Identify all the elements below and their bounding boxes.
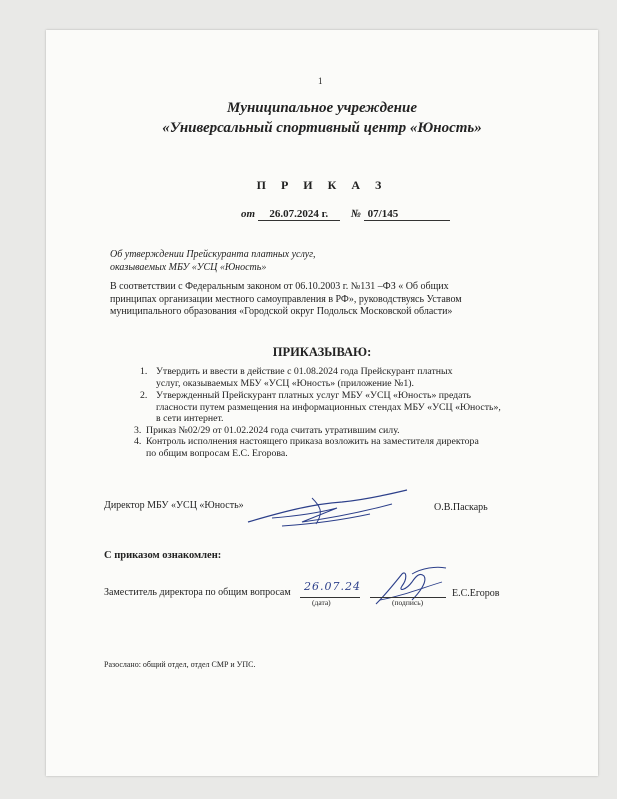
organization-line-1: Муниципальное учреждение (226, 100, 417, 116)
order-date: 26.07.2024 г. (258, 208, 340, 221)
order-item-line: Утвержденный Прейскурант платных услуг МБУ «УСЦ «Юность» предать (156, 390, 471, 401)
order-item-number: 2. (140, 390, 148, 401)
order-item-number: 1. (140, 366, 148, 377)
deputy-label: Заместитель директора по общим вопросам (104, 587, 291, 598)
subject-line-2: оказываемых МБУ «УСЦ «Юность» (110, 262, 267, 273)
document-page (46, 30, 598, 776)
distribution-note: Разослано: общий отдел, отдел СМР и УПС. (104, 660, 256, 669)
order-item (142, 366, 542, 389)
organization-line-2: «Универсальный спортивный центр «Юность» (162, 120, 482, 136)
order-item-line: по общим вопросам Е.С. Егорова. (146, 447, 288, 459)
order-list (134, 366, 542, 459)
order-item-line: Утвердить и ввести в действие с 01.08.2024 года Прейскурант платных (156, 366, 453, 377)
deputy-name: Е.С.Егоров (452, 588, 500, 599)
order-item-line: гласности путем размещения на информационных стендах МБУ «УСЦ «Юность», (156, 401, 501, 413)
order-item-line: Контроль исполнения настоящего приказа возложить на заместителя директора (146, 436, 479, 447)
order-item (142, 390, 542, 425)
order-item-line: Приказ №02/29 от 01.02.2024 года считать утратившим силу. (146, 424, 400, 436)
director-name: О.В.Паскарь (434, 502, 488, 513)
order-item-number: 4. (134, 436, 142, 447)
order-dateline (241, 208, 450, 221)
order-preamble (110, 281, 540, 319)
acknowledgement-heading: С приказом ознакомлен: (104, 550, 222, 561)
preamble-line-1: В соответствии с Федеральным законом от 06.10.2003 г. №131 –ФЗ « Об общих (110, 281, 449, 292)
number-label: № (350, 208, 361, 220)
order-number: 07/145 (364, 208, 450, 221)
page-number: 1 (318, 76, 323, 86)
date-label: от (241, 208, 256, 220)
order-item-line: услуг, оказываемых МБУ «УСЦ «Юность» (приложение №1). (156, 377, 414, 389)
preamble-line-3: муниципального образования «Городской округ Подольск Московской области» (110, 306, 453, 317)
preamble-line-2: принципах организации местного самоуправления в РФ», руководствуясь Уставом (110, 293, 462, 305)
director-label: Директор МБУ «УСЦ «Юность» (104, 500, 244, 511)
order-subject (110, 248, 316, 274)
director-signature (242, 482, 412, 530)
order-item-line: в сети интернет. (156, 413, 224, 424)
orders-heading: ПРИКАЗЫВАЮ: (272, 345, 372, 359)
handwritten-date: 26.07.24 (304, 580, 361, 593)
document-title: П Р И К А З (256, 178, 388, 192)
date-caption: (дата) (312, 598, 331, 607)
order-item (136, 436, 542, 459)
order-item (136, 425, 542, 437)
signature-caption: (подпись) (392, 598, 424, 607)
subject-line-1: Об утверждении Прейскуранта платных услуг, (110, 249, 316, 260)
order-item-number: 3. (134, 424, 142, 436)
